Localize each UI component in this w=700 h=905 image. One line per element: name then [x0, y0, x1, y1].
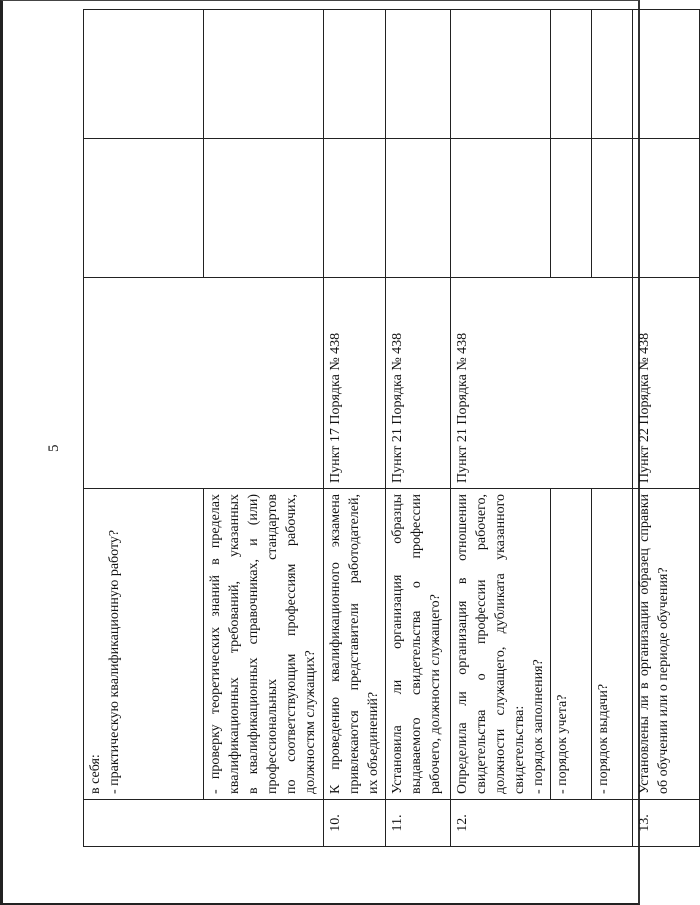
question-cell: [386, 489, 451, 800]
question-line: Определила ли организация в отношении: [455, 494, 470, 794]
question-cell: [633, 489, 700, 800]
question-line: - порядок выдачи?: [596, 683, 611, 794]
question-line: - порядок учета?: [555, 694, 570, 794]
question-line: профессиональных стандартов: [265, 494, 280, 794]
answer-cell: [84, 139, 204, 278]
note-cell: [204, 10, 324, 139]
reference-cell: [84, 278, 324, 489]
question-cell: [324, 489, 386, 800]
answer-cell: [592, 139, 633, 278]
answer-cell: [551, 139, 592, 278]
answer-cell: [451, 139, 551, 278]
table-row: [84, 10, 204, 847]
answer-cell: [633, 139, 700, 278]
question-cell: [204, 489, 324, 800]
question-line: должностям служащих?: [303, 650, 318, 794]
question-line: рабочего, должности служащего?: [428, 594, 443, 794]
question-line: по соответствующим профессиям рабочих,: [284, 494, 299, 794]
question-line: свидетельства о профессии рабочего,: [474, 494, 489, 794]
question-cell: [84, 489, 204, 800]
question-cell: [551, 489, 592, 800]
reference-cell: Пункт 21 Порядка № 438: [386, 278, 451, 489]
note-cell: [551, 10, 592, 139]
row-number-cell: [84, 800, 324, 847]
table-row: [324, 10, 386, 847]
reference-cell: Пункт 22 Порядка № 438: [633, 278, 700, 489]
row-number-cell: 11.: [386, 800, 451, 847]
note-cell: [84, 10, 204, 139]
question-line: свидетельства:: [512, 705, 527, 794]
table-row: [633, 10, 700, 847]
question-line: привлекаются представители работодателей,: [347, 494, 362, 794]
question-line: должности служащего, дубликата указанного: [493, 494, 508, 794]
question-line: их объединений?: [366, 691, 381, 794]
note-cell: [633, 10, 700, 139]
row-number-cell: 12.: [451, 800, 633, 847]
reference-cell: Пункт 21 Порядка № 438: [451, 278, 633, 489]
row-number-cell: 13.: [633, 800, 700, 847]
page-number: 5: [46, 444, 62, 452]
question-line: - порядок заполнения?: [531, 659, 546, 794]
answer-cell: [324, 139, 386, 278]
question-line: квалификационных требований, указанных: [227, 494, 242, 794]
question-line: об обучении или о периоде обучения?: [656, 567, 671, 794]
question-line: Установлены ли в организации образец справки: [637, 494, 652, 794]
question-line: в квалификационных справочниках, и (или): [246, 494, 261, 794]
question-line: Установила ли организация образцы: [390, 494, 405, 794]
answer-cell: [386, 139, 451, 278]
table-row: [386, 10, 451, 847]
checklist-table: [83, 9, 700, 847]
rotated-table-container: [83, 65, 671, 847]
question-line: в себя:: [88, 754, 103, 794]
question-line: К проведению квалификационного экзамена: [328, 494, 343, 794]
question-line: выдаваемого свидетельства о профессии: [409, 494, 424, 794]
question-cell: [451, 489, 551, 800]
note-cell: [451, 10, 551, 139]
note-cell: [386, 10, 451, 139]
question-cell: [592, 489, 633, 800]
row-number-cell: 10.: [324, 800, 386, 847]
table-row: [451, 10, 551, 847]
reference-cell: Пункт 17 Порядка № 438: [324, 278, 386, 489]
question-line: - проверку теоретических знаний в пределах: [208, 494, 223, 794]
question-line: - практическую квалификационную работу?: [107, 529, 122, 794]
answer-cell: [204, 139, 324, 278]
note-cell: [592, 10, 633, 139]
note-cell: [324, 10, 386, 139]
